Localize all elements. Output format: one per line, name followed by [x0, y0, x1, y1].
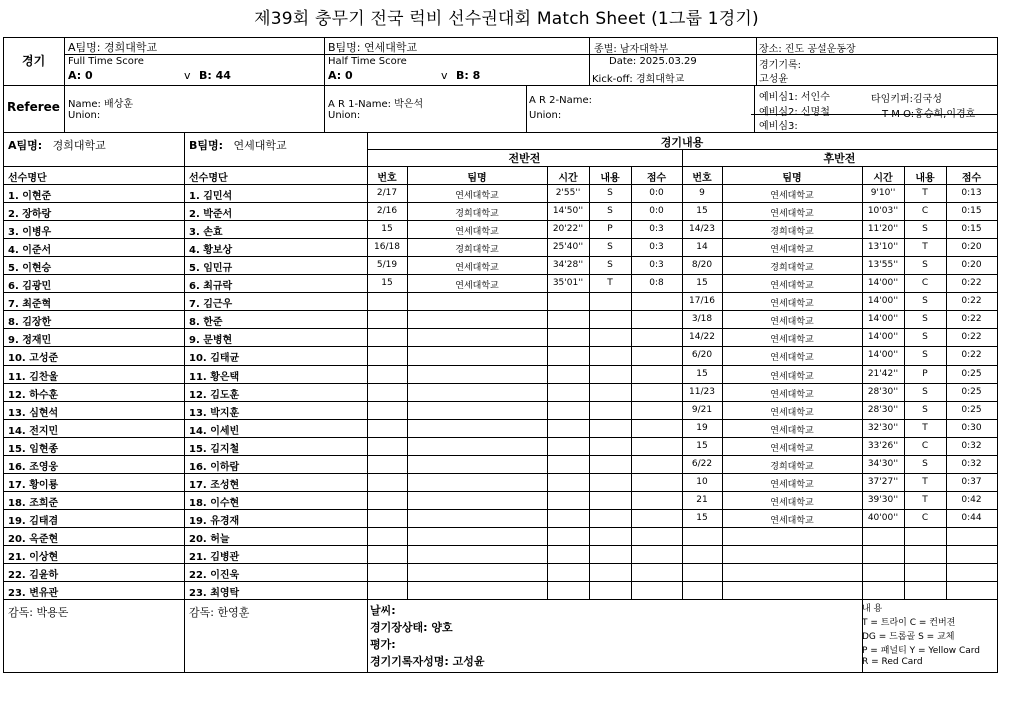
team-a-player: 22. 김윤하 [8, 570, 59, 582]
second-half-event-score: 0:20 [961, 242, 982, 253]
first-half-title: 전반전 [508, 152, 541, 165]
team-b-player: 15. 김지철 [189, 443, 240, 455]
first-half-event-time: 34'28'' [552, 260, 584, 271]
team-a-player: 20. 옥준현 [8, 533, 59, 545]
grid-line [4, 401, 367, 402]
second-half-event-score: 0:37 [961, 476, 982, 487]
team-a-player: 6. 김광민 [8, 281, 52, 293]
recorder-signature: 경기기록자성명: 고성윤 [370, 655, 485, 668]
second-half-header: 시간 [873, 173, 893, 184]
team-b-player: 3. 손효 [189, 227, 223, 239]
second-half-event-type: S [922, 224, 928, 235]
second-half-event-type: S [922, 458, 928, 469]
team-a-player: 5. 이현승 [8, 263, 52, 275]
second-half-event-number: 15 [696, 440, 708, 451]
referee-union: Union: [68, 110, 101, 121]
team-a-player: 18. 조희준 [8, 497, 59, 509]
weather: 날씨: [370, 604, 396, 617]
team-a-player: 3. 이병우 [8, 227, 52, 239]
second-half-event-score: 0:30 [961, 422, 982, 433]
team-a-player: 7. 최준혁 [8, 299, 52, 311]
team-a-name: 경희대학교 [103, 41, 158, 54]
second-half-event-time: 14'00'' [867, 350, 899, 361]
team-b-player: 1. 김민석 [189, 191, 233, 202]
second-half-event-score: 0:22 [961, 332, 982, 343]
first-half-event-team: 연세대학교 [455, 191, 499, 201]
second-half-event-time: 11'20'' [867, 224, 899, 235]
grid-line [4, 292, 367, 293]
team-b-player: 2. 박준서 [189, 209, 233, 221]
team-b-player: 21. 김병관 [189, 552, 240, 563]
legend-line-4: R = Red Card [862, 657, 923, 667]
team-a-player: 8. 김장한 [8, 317, 52, 329]
second-half-event-number: 14/22 [689, 332, 715, 343]
legend-line-2: DG = 드롭골 S = 교체 [862, 632, 955, 642]
second-half-event-number: 9/21 [691, 404, 713, 415]
grid-line [4, 184, 997, 185]
team-b-player: 9. 문병현 [189, 335, 233, 347]
second-half-event-number: 21 [696, 494, 708, 505]
second-half-event-score: 0:22 [961, 314, 982, 325]
team-a-player: 15. 임현종 [8, 443, 59, 455]
team-b-player: 5. 임민규 [189, 263, 233, 275]
first-half-event-score: 0:0 [649, 188, 664, 198]
second-half-event-type: C [921, 440, 929, 451]
first-half-event-number: 16/18 [374, 242, 400, 253]
second-half-event-time: 40'00'' [867, 512, 899, 523]
first-half-event-score: 0:8 [649, 278, 664, 289]
second-half-event-team: 경희대학교 [770, 263, 814, 274]
second-half-event-number: 14/23 [689, 224, 715, 235]
team-b-player: 18. 이수현 [189, 497, 240, 509]
evaluation: 평가: [370, 638, 396, 651]
first-half-event-type: S [607, 188, 613, 198]
match-date: Date: 2025.03.29 [609, 56, 697, 67]
second-half-event-number: 15 [696, 368, 708, 379]
roster-b-column-header: 선수명단 [189, 173, 228, 184]
grid-line [4, 599, 367, 600]
second-half-event-number: 9 [699, 188, 705, 198]
grid-line [4, 274, 367, 275]
half-time-v: v [441, 69, 448, 82]
first-half-header: 번호 [377, 173, 397, 184]
second-half-event-team: 연세대학교 [770, 515, 814, 526]
team-a-player: 21. 이상현 [8, 552, 59, 563]
second-half-event-score: 0:44 [961, 512, 982, 523]
first-half-event-number: 2/17 [376, 188, 398, 198]
team-a-player: 12. 하수훈 [8, 389, 59, 401]
first-half-event-type: S [607, 242, 613, 253]
first-half-event-time: 35'01'' [552, 278, 584, 289]
first-half-event-type: T [607, 278, 613, 289]
first-half-event-team: 경희대학교 [455, 245, 499, 256]
second-half-event-team: 연세대학교 [770, 389, 814, 400]
grid-line [4, 491, 367, 492]
referee-label: Referee [7, 100, 60, 114]
ar2-name: A R 2-Name: [529, 95, 592, 106]
roster-a-column-header: 선수명단 [8, 173, 47, 184]
second-half-event-team: 경희대학교 [770, 227, 814, 238]
second-half-event-team: 연세대학교 [770, 191, 814, 201]
second-half-event-type: T [922, 476, 928, 487]
second-half-event-type: C [921, 278, 929, 289]
coach-a: 감독: 박용돈 [8, 606, 69, 619]
team-a-label: A팀명: 경희대학교 [68, 41, 158, 54]
second-half-event-score: 0:22 [961, 278, 982, 289]
grid-line [4, 581, 367, 582]
team-a-player: 16. 조영웅 [8, 461, 59, 473]
second-half-event-team: 연세대학교 [770, 425, 814, 436]
ar2-union: Union: [529, 110, 562, 121]
second-half-event-score: 0:13 [961, 188, 982, 198]
first-half-event-team: 연세대학교 [455, 227, 499, 238]
second-half-event-score: 0:25 [961, 368, 982, 379]
second-half-event-score: 0:32 [961, 440, 982, 451]
second-half-event-time: 14'00'' [867, 332, 899, 343]
second-half-event-score: 0:22 [961, 296, 982, 307]
second-half-event-number: 14 [696, 242, 708, 253]
recorder-label: 경기기록: [759, 60, 802, 71]
second-half-event-time: 39'30'' [867, 494, 899, 505]
timekeeper: 타임키퍼:김국성 [871, 94, 942, 105]
team-b-player: 7. 김근우 [189, 299, 233, 311]
second-half-event-score: 0:22 [961, 350, 982, 361]
second-half-event-time: 37'27'' [867, 476, 899, 487]
grid-line [4, 238, 367, 239]
grid-line [4, 509, 367, 510]
second-half-event-time: 21'42'' [867, 368, 899, 379]
reserve-referee-2: 예비심2: 신명철 [759, 107, 830, 118]
first-half-event-team: 연세대학교 [455, 281, 499, 292]
ar1-union: Union: [328, 110, 361, 121]
second-half-event-time: 33'26'' [867, 440, 899, 451]
grid-line [4, 256, 367, 257]
second-half-header: 팀명 [782, 173, 802, 184]
first-half-event-time: 2'55'' [555, 188, 581, 198]
first-half-header: 내용 [600, 173, 620, 184]
second-half-event-type: C [921, 206, 929, 217]
second-half-event-time: 14'00'' [867, 278, 899, 289]
first-half-event-score: 0:3 [649, 224, 664, 235]
referee-name: Name: 배상훈 [68, 99, 134, 110]
second-half-event-team: 연세대학교 [770, 407, 814, 418]
second-half-event-team: 연세대학교 [770, 299, 814, 310]
second-half-event-time: 28'30'' [867, 404, 899, 415]
second-half-event-score: 0:42 [961, 494, 982, 505]
recorder-name: 고성윤 [759, 74, 788, 85]
second-half-title: 후반전 [823, 152, 856, 165]
first-half-event-type: P [607, 224, 613, 235]
second-half-event-time: 14'00'' [867, 314, 899, 325]
second-half-event-number: 15 [696, 278, 708, 289]
grid-line [4, 455, 367, 456]
full-time-v: v [184, 69, 191, 82]
second-half-event-type: S [922, 314, 928, 325]
team-b-player: 4. 황보상 [189, 245, 233, 257]
second-half-event-type: S [922, 386, 928, 397]
second-half-event-time: 34'30'' [867, 458, 899, 469]
second-half-event-number: 6/22 [691, 458, 713, 469]
match-label: 경기 [22, 54, 46, 68]
second-half-header: 번호 [692, 173, 712, 184]
grid-line [4, 202, 367, 203]
team-b-label: B팀명: 연세대학교 [328, 41, 418, 54]
second-half-event-type: T [922, 494, 928, 505]
grid-line [4, 365, 367, 366]
half-time-b: B: 8 [456, 69, 481, 82]
grid-line [4, 328, 367, 329]
second-half-event-type: P [922, 368, 928, 379]
team-b-player: 6. 최규락 [189, 281, 233, 293]
second-half-event-team: 연세대학교 [770, 497, 814, 508]
second-half-event-score: 0:25 [961, 386, 982, 397]
grid-line [367, 599, 997, 600]
first-half-event-number: 15 [381, 278, 393, 289]
team-a-player: 17. 황이룡 [8, 479, 59, 491]
full-time-label: Full Time Score [68, 56, 144, 67]
category: 종별: 남자대학부 [594, 44, 669, 55]
second-half-event-type: S [922, 260, 928, 271]
second-half-event-score: 0:25 [961, 404, 982, 415]
second-half-event-number: 6/20 [691, 350, 713, 361]
second-half-event-number: 10 [696, 476, 708, 487]
first-half-event-time: 14'50'' [552, 206, 584, 217]
first-half-event-number: 5/19 [376, 260, 398, 271]
team-b-player: 12. 김도훈 [189, 389, 240, 401]
team-b-player: 10. 김태균 [189, 353, 240, 365]
second-half-event-type: C [921, 512, 929, 523]
first-half-event-score: 0:3 [649, 242, 664, 253]
team-a-player: 19. 김태겸 [8, 515, 59, 527]
first-half-event-score: 0:3 [649, 260, 664, 271]
second-half-header: 내용 [915, 173, 935, 184]
second-half-event-team: 연세대학교 [770, 317, 814, 328]
second-half-event-number: 11/23 [689, 386, 715, 397]
second-half-event-time: 10'03'' [867, 206, 899, 217]
first-half-header: 점수 [646, 173, 667, 184]
grid-line [184, 132, 185, 672]
team-b-player: 14. 이세빈 [189, 425, 240, 437]
second-half-event-type: S [922, 296, 928, 307]
second-half-event-time: 9'10'' [870, 188, 896, 198]
ar1-name: A R 1-Name: 박은석 [328, 99, 424, 110]
team-a-player: 14. 전지민 [8, 425, 59, 437]
second-half-header: 점수 [961, 173, 982, 184]
legend-line-1: T = 트라이 C = 컨버젼 [862, 618, 956, 628]
team-b-player: 20. 허늘 [189, 533, 230, 545]
second-half-event-team: 연세대학교 [770, 443, 814, 454]
team-b-name: 연세대학교 [364, 41, 418, 54]
second-half-event-team: 연세대학교 [770, 245, 814, 256]
second-half-event-team: 연세대학교 [770, 335, 814, 346]
second-half-event-type: T [922, 242, 928, 253]
second-half-event-score: 0:20 [961, 260, 982, 271]
team-b-player: 16. 이하람 [189, 461, 240, 473]
roster-b-header: B팀명: 연세대학교 [189, 139, 287, 152]
grid-line [4, 527, 367, 528]
first-half-event-time: 20'22'' [552, 224, 584, 235]
team-a-player: 1. 이현준 [8, 191, 52, 202]
ground-condition: 경기장상태: 양호 [370, 621, 453, 634]
page-title: 제39회 충무기 전국 럭비 선수권대회 Match Sheet (1그룹 1경기) [254, 9, 759, 29]
second-half-event-type: T [922, 422, 928, 433]
grid-line [4, 473, 367, 474]
half-time-a: A: 0 [328, 69, 353, 82]
second-half-event-team: 연세대학교 [770, 209, 814, 220]
kickoff: Kick-off: 경희대학교 [592, 74, 685, 85]
second-half-event-score: 0:15 [961, 224, 982, 235]
team-b-player: 19. 유경재 [189, 515, 240, 527]
team-a-player: 13. 심현석 [8, 407, 59, 419]
second-half-event-type: T [922, 188, 928, 198]
legend-title: 내 용 [862, 604, 883, 614]
second-half-event-number: 15 [696, 512, 708, 523]
second-half-event-team: 연세대학교 [770, 479, 814, 490]
second-half-event-team: 연세대학교 [770, 371, 814, 382]
first-half-event-team: 연세대학교 [455, 263, 499, 274]
full-time-a: A: 0 [68, 69, 93, 82]
grid-line [4, 383, 367, 384]
team-a-player: 23. 변유관 [8, 588, 59, 600]
grid-line [4, 563, 367, 564]
first-half-event-score: 0:0 [649, 206, 664, 217]
first-half-header: 팀명 [467, 173, 487, 184]
team-b-player: 23. 최영탁 [189, 588, 240, 600]
team-b-player: 11. 황은택 [189, 371, 240, 383]
grid-line [4, 419, 367, 420]
team-a-player: 10. 고성준 [8, 353, 59, 365]
second-half-event-score: 0:32 [961, 458, 982, 469]
team-a-player: 2. 장하랑 [8, 209, 52, 221]
second-half-event-time: 13'55'' [867, 260, 899, 271]
first-half-event-type: S [607, 260, 613, 271]
second-half-event-team: 경희대학교 [770, 461, 814, 472]
second-half-event-type: S [922, 350, 928, 361]
team-a-player: 4. 이준서 [8, 245, 52, 257]
second-half-event-type: S [922, 404, 928, 415]
full-time-b: B: 44 [199, 69, 231, 82]
team-b-player: 13. 박지훈 [189, 407, 240, 419]
tmo: T M O:홍승희,이경호 [882, 109, 976, 120]
second-half-event-number: 3/18 [691, 314, 713, 325]
team-b-player: 22. 이진욱 [189, 570, 240, 582]
second-half-event-number: 15 [696, 206, 708, 217]
coach-b: 감독: 한영훈 [189, 606, 250, 619]
first-half-header: 시간 [558, 173, 578, 184]
second-half-event-number: 8/20 [691, 260, 713, 271]
legend-line-3: P = 패널티 Y = Yellow Card [862, 646, 981, 656]
grid-line [4, 545, 367, 546]
second-half-event-team: 연세대학교 [770, 281, 814, 292]
half-time-label: Half Time Score [328, 56, 407, 67]
first-half-event-type: S [607, 206, 613, 217]
second-half-event-number: 17/16 [689, 296, 715, 307]
second-half-event-time: 13'10'' [867, 242, 899, 253]
grid-line [4, 346, 367, 347]
second-half-event-number: 19 [696, 422, 708, 433]
second-half-event-time: 14'00'' [867, 296, 899, 307]
second-half-event-score: 0:15 [961, 206, 982, 217]
first-half-event-team: 경희대학교 [455, 209, 499, 220]
second-half-event-type: S [922, 332, 928, 343]
team-a-player: 11. 김찬울 [8, 371, 59, 383]
team-b-player: 17. 조성현 [189, 479, 240, 491]
first-half-event-number: 2/16 [376, 206, 398, 217]
events-title: 경기내용 [660, 136, 704, 149]
roster-a-header: A팀명: 경희대학교 [8, 139, 106, 152]
team-b-player: 8. 한준 [189, 317, 223, 329]
reserve-referee-1: 예비심1: 서인수 [759, 92, 830, 103]
first-half-event-time: 25'40'' [552, 242, 584, 253]
second-half-event-time: 28'30'' [867, 386, 899, 397]
grid-line [4, 437, 367, 438]
match-sheet [3, 37, 998, 673]
venue: 장소: 진도 공설운동장 [759, 44, 856, 55]
team-a-player: 9. 정재민 [8, 335, 52, 347]
second-half-event-team: 연세대학교 [770, 353, 814, 364]
first-half-event-number: 15 [381, 224, 393, 235]
grid-line [4, 310, 367, 311]
reserve-referee-3: 예비심3: [759, 121, 798, 132]
grid-line [4, 220, 367, 221]
second-half-event-time: 32'30'' [867, 422, 899, 433]
